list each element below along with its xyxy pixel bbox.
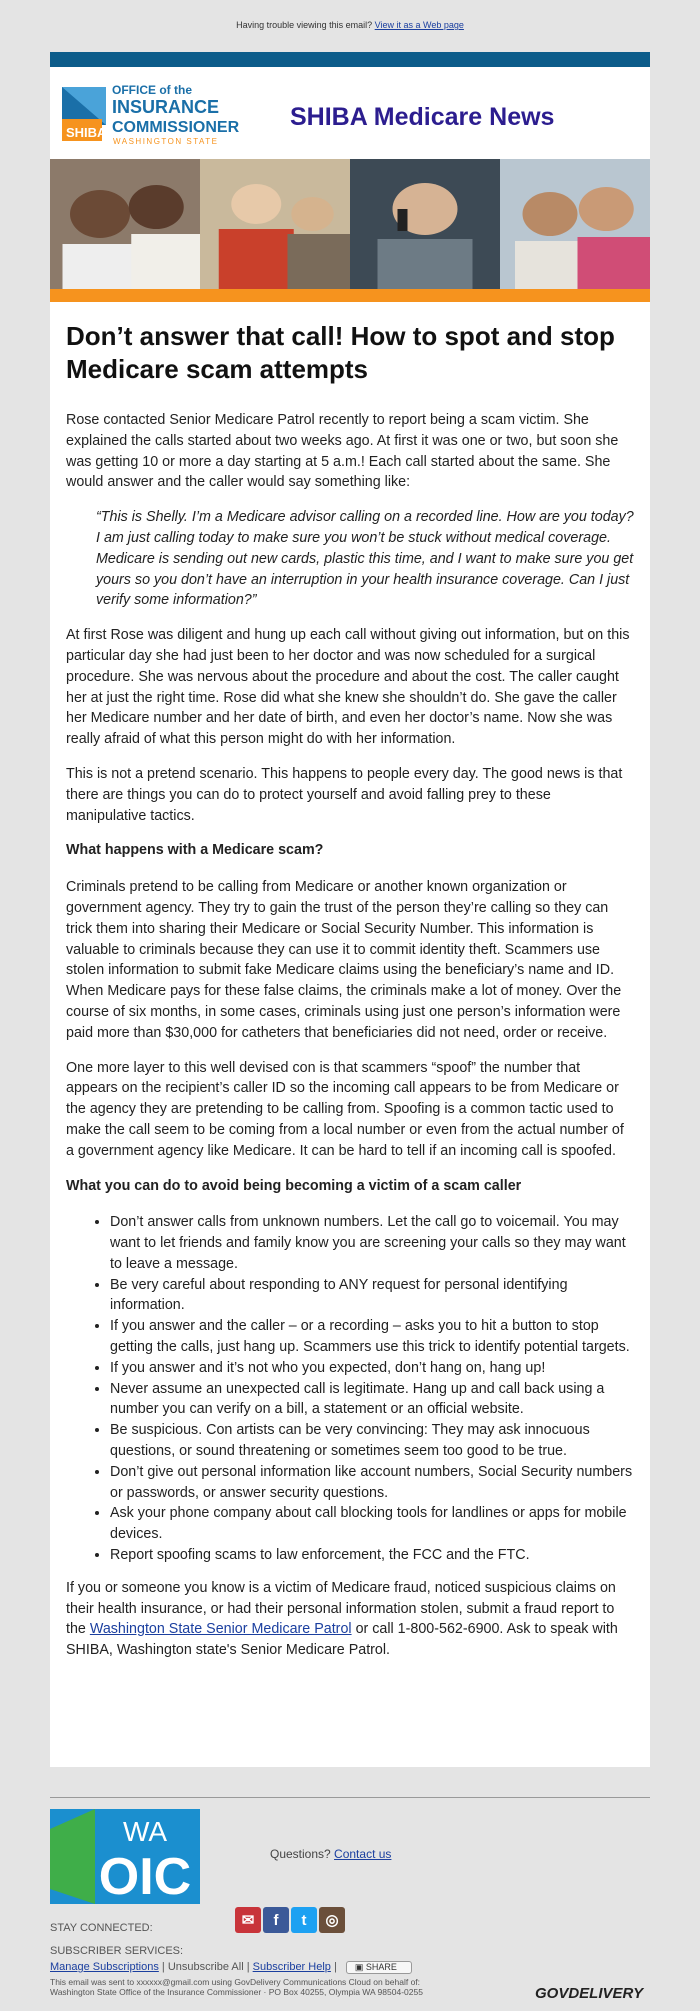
list-item: • Don’t answer calls from unknown numbers. Let the call go to voicemail. You may want to let friends and family know you are screening your calls so they may want to leave a message. (110, 1212, 634, 1274)
contact-us-link[interactable]: Contact us (334, 1847, 392, 1861)
report-text-before: If you or someone you know is a victim of Medicare fraud, noticed suspicious claims on their health insurance, or had their personal information stolen, submit a fraud report to the (66, 1579, 616, 1638)
header-top-bar (50, 52, 650, 67)
trouble-viewing-text: Having trouble viewing this email? (236, 20, 373, 30)
scam-call-quote: “This is Shelly. I’m a Medicare advisor calling on a recorded line. How are you today? I am just calling today to make sure you won’t be stuck without medical coverage. Medicare is sending out new cards, plastic this time, and I want to make sure you get yours so you don’t have an interruption in your health insurance coverage. Can I just verify some information?” (96, 509, 634, 609)
subscriber-links (50, 1961, 412, 1974)
oic-wa-text: WA (122, 1816, 168, 1847)
list-item: • Don’t give out personal information like account numbers, Social Security numbers or passwords, or answer security questions. (110, 1462, 634, 1504)
list-item: • Be very careful about responding to ANY request for personal identifying information. (110, 1275, 634, 1317)
wa-oic-logo (50, 1809, 200, 1904)
logo-line2: INSURANCE (112, 97, 220, 117)
report-text-after: or call 1-800-562-6900. Ask to speak with SHIBA, Washington state's Senior Medicare Patrol. (66, 1621, 618, 1659)
article-body (50, 302, 650, 1661)
tips-list (66, 1212, 634, 1566)
unsubscribe-all-link[interactable]: Unsubscribe All (167, 1961, 244, 1973)
instagram-icon[interactable]: ◎ (319, 1907, 345, 1933)
logo-line4: WASHINGTON STATE (113, 137, 219, 146)
separator: | (246, 1961, 253, 1973)
paragraph-good-news: This is not a pretend scenario. This happens to people every day. The good news is that there are things you can do to protect yourself and avoid falling prey to these manipulative tactics. (66, 765, 623, 824)
heading-avoid-victim: What you can do to avoid being becoming a victim of a scam caller (66, 1177, 522, 1194)
trouble-viewing-note (0, 0, 700, 32)
senior-medicare-patrol-link[interactable]: Washington State Senior Medicare Patrol (89, 1621, 352, 1638)
manage-subscriptions-link[interactable]: Manage Subscriptions (50, 1961, 159, 1973)
senior-couple-photo-3 (500, 159, 650, 289)
list-item: • Never assume an unexpected call is legitimate. Hang up and call back using a number you can verify on a bill, a statement or an official website. (110, 1379, 634, 1421)
separator: | (161, 1961, 168, 1973)
facebook-icon[interactable]: f (263, 1907, 289, 1933)
view-as-webpage-link[interactable]: View it as a Web page (374, 20, 464, 30)
email-footer (50, 1797, 650, 2002)
fine-print-line1: This email was sent to xxxxxx@gmail.com using GovDelivery Communications Cloud on behalf of: (50, 1977, 421, 1987)
list-item: • Ask your phone company about call blocking tools for landlines or apps for mobile devices. (110, 1503, 634, 1545)
separator: | (333, 1961, 340, 1973)
questions-label: Questions? (270, 1847, 331, 1861)
logo-badge: SHIBA (66, 125, 107, 140)
share-label: SHARE (365, 1962, 397, 1972)
social-links (235, 1907, 345, 1933)
list-item: • Report spoofing scams to law enforcement, the FCC and the FTC. (110, 1545, 634, 1566)
twitter-icon[interactable]: t (291, 1907, 317, 1933)
list-item: • Be suspicious. Con artists can be very convincing: They may ask innocuous questions, or sound threatening or sometimes seem too good to be true. (110, 1420, 634, 1462)
article-headline: Don’t answer that call! How to spot and stop Medicare scam attempts (66, 321, 615, 384)
paragraph-report-fraud (66, 1578, 634, 1661)
newsletter-header (50, 67, 650, 159)
footer-fine-print (50, 1977, 510, 1997)
orange-accent-bar (50, 289, 650, 302)
email-icon[interactable]: ✉ (235, 1907, 261, 1933)
subscriber-services-label: SUBSCRIBER SERVICES: (50, 1945, 184, 1957)
stay-connected-label: STAY CONNECTED: (50, 1922, 153, 1934)
fine-print-line2: Washington State Office of the Insurance Commissioner · PO Box 40255, Olympia WA 98504-0255 (50, 1987, 423, 1997)
list-item: • If you answer and it’s not who you expected, don’t hang on, hang up! (110, 1358, 634, 1379)
paragraph-criminals: Criminals pretend to be calling from Medicare or another known organization or government agency. They try to gain the trust of the person they’re calling so they can trick them into sharing their Medicare or Social Security Number. This information is valuable to criminals because they can use it to commit identity theft. Scammers use stolen information to submit fake Medicare claims using the beneficiary’s name and ID. When Medicare pays for these false claims, the criminals make a lot of money. Over the course of six months, in some cases, criminals using just one person’s information were paid more than $30,000 for catheters that beneficiaries did not need, order or receive. (66, 879, 622, 1041)
paragraph-intro: Rose contacted Senior Medicare Patrol recently to report being a scam victim. She explained the calls started about two weeks ago. At first it was one or two, but soon she was getting 10 or more a day starting at 5 a.m.! Each call started about the same. She would answer and the caller would say something like: (66, 412, 619, 491)
senior-couple-photo-1 (50, 159, 200, 289)
logo-line3: COMMISSIONER (112, 119, 240, 136)
newsletter-card (50, 67, 650, 1767)
subscriber-help-link[interactable]: Subscriber Help (252, 1961, 331, 1973)
senior-couple-photo-2 (200, 159, 350, 289)
share-button[interactable]: ▣ SHARE (346, 1961, 412, 1974)
newsletter-title: SHIBA Medicare News (290, 103, 555, 131)
heading-medicare-scam: What happens with a Medicare scam? (66, 842, 324, 859)
oic-text: OIC (98, 1848, 192, 1904)
logo-line1: OFFICE of the (112, 83, 192, 97)
questions-line (270, 1847, 391, 1861)
oic-shiba-logo (62, 81, 262, 153)
govdelivery-logo: GOVDELIVERY (535, 1985, 644, 2002)
paragraph-spoofing: One more layer to this well devised con is that scammers “spoof” the number that appears on the recipient’s caller ID so the incoming call appears to be from Medicare or the agency they are pretending to be calling from. Spoofing is a common tactic used to make the call seem to be coming from a local number or even from the actual number of a government agency like Medicare. It can be hard to tell if an incoming call is spoofed. (66, 1059, 624, 1159)
seniors-photo-banner (50, 159, 650, 289)
list-item: • If you answer and the caller – or a recording – asks you to hit a button to stop getting the calls, just hang up. Scammers use this trick to identify potential targets. (110, 1316, 634, 1358)
senior-man-phone-photo (350, 159, 500, 289)
footer-divider (50, 1797, 650, 1798)
paragraph-rose-story: At first Rose was diligent and hung up each call without giving out information, but on this particular day she had just been to her doctor and was now scheduled for a surgical procedure. She was nervous about the procedure and about the cost. The caller caught her at just the right time. Rose did what she knew she shouldn’t do. She gave the caller her Medicare number and her date of birth, and even her doctor’s name. Now she was really afraid of what this person might do with her information. (66, 627, 630, 748)
